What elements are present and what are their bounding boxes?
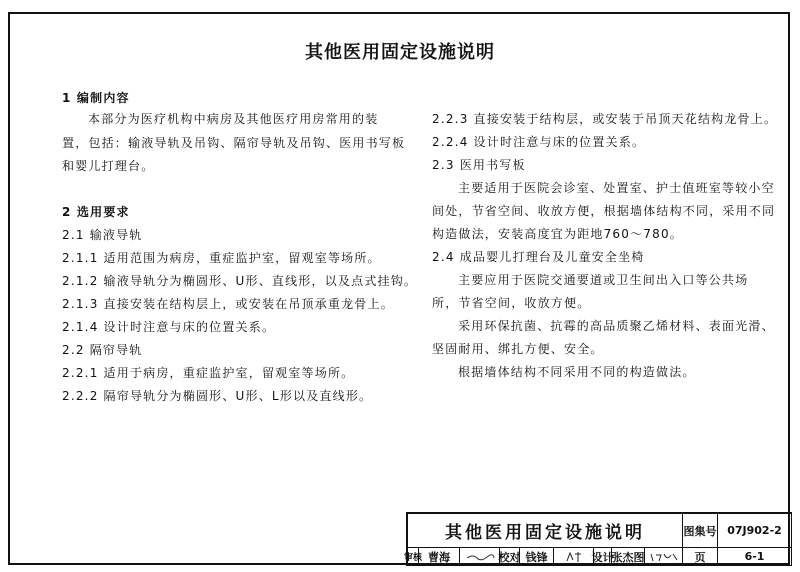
text-line: 所，节省空间，收放方便。 [432, 296, 591, 310]
page-number: 6-1 [718, 548, 792, 566]
text-line: 2.4 成品婴儿打理台及儿童安全坐椅 [432, 250, 645, 264]
text-line: 2.3 医用书写板 [432, 158, 526, 172]
text-line: 构造做法，安装高度宜为距地760～780。 [432, 227, 684, 241]
text-line: 本部分为医疗机构中病房及其他医疗用房常用的装 [88, 112, 379, 126]
designer-name: 张杰图 [612, 548, 645, 566]
text-line: 和婴儿打理台。 [62, 159, 155, 173]
designer-label: 设计 [594, 548, 612, 566]
text-line: 2.1 输液导轨 [62, 228, 143, 242]
signature-icon [564, 551, 584, 563]
title-block [406, 512, 792, 566]
text-line: 2.1.2 输液导轨分为椭圆形、U形、直线形，以及点式挂钩。 [62, 274, 418, 288]
text-line: 间处，节省空间、收放方便，根据墙体结构不同，采用不同 [432, 204, 776, 218]
text-line: 2.2.2 隔帘导轨分为椭圆形、U形、L形以及直线形。 [62, 389, 373, 403]
text-line: 2.1.3 直接安装在结构层上，或安装在吊顶承重龙骨上。 [62, 297, 394, 311]
text-line: 2.2.4 设计时注意与床的位置关系。 [432, 135, 646, 149]
text-line: 主要适用于医院会诊室、处置室、护士值班室等较小空 [458, 181, 775, 195]
reviewer-name: 曹海 [419, 548, 460, 566]
checker-name: 钱锋 [520, 548, 554, 566]
atlas-label: 图集号 [683, 514, 718, 548]
section-heading: 1 编制内容 [62, 91, 130, 105]
text-line: 2.2.3 直接安装于结构层，或安装于吊顶天花结构龙骨上。 [432, 112, 778, 126]
text-line: 根据墙体结构不同采用不同的构造做法。 [458, 365, 696, 379]
text-line: 2.2.1 适用于病房，重症监护室，留观室等场所。 [62, 366, 355, 380]
reviewer-label: 审核 [408, 548, 419, 566]
checker-label: 校对 [500, 548, 520, 566]
atlas-number: 07J902-2 [718, 514, 792, 548]
text-line: 主要应用于医院交通要道或卫生间出入口等公共场 [458, 273, 749, 287]
page-title: 其他医用固定设施说明 [305, 42, 495, 63]
signature-icon [649, 551, 679, 563]
text-line: 采用环保抗菌、抗霉的高品质聚乙烯材料、表面光滑、 [458, 319, 775, 333]
text-line: 置，包括：输液导轨及吊钩、隔帘导轨及吊钩、医用书写板 [62, 136, 406, 150]
designer-signature [645, 548, 683, 566]
section-heading: 2 选用要求 [62, 205, 130, 219]
reviewer-signature [460, 548, 500, 566]
drawing-title: 其他医用固定设施说明 [408, 514, 683, 548]
text-line: 2.1.1 适用范围为病房，重症监护室，留观室等场所。 [62, 251, 381, 265]
signature-icon [465, 552, 495, 562]
checker-signature [554, 548, 594, 566]
text-line: 坚固耐用、绑扎方便、安全。 [432, 342, 604, 356]
text-line: 2.1.4 设计时注意与床的位置关系。 [62, 320, 276, 334]
text-line: 2.2 隔帘导轨 [62, 343, 143, 357]
page-label: 页 [683, 548, 718, 566]
